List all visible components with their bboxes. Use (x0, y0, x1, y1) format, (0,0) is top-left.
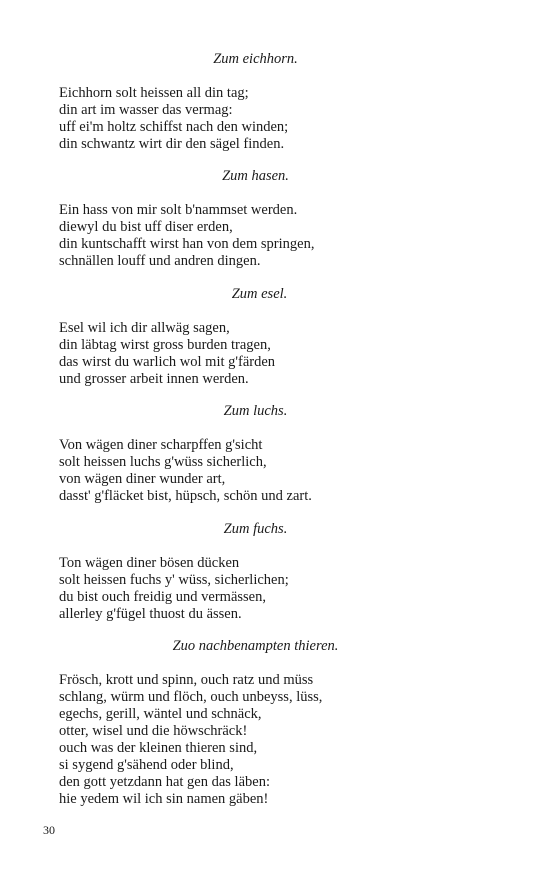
verse-line: otter, wisel und die höwschräck! (59, 723, 248, 739)
stanza-fuchs (59, 555, 289, 623)
verse-line: Ein hass von mir solt b'nammset werden. (59, 202, 298, 218)
verse-line: den gott yetzdann hat gen das läben: (59, 774, 270, 790)
verse-line: solt heissen luchs g'wüss sicherlich, (59, 454, 267, 470)
verse-line: solt heissen fuchs y' wüss, sicherlichen; (59, 572, 289, 588)
verse-line: hie yedem wil ich sin namen gäben! (59, 791, 269, 807)
stanza-esel (59, 320, 275, 388)
section-title-nachbenampten-thieren: Zuo nachbenampten thieren. (172, 638, 339, 654)
section-title-eichhorn: Zum eichhorn. (213, 51, 298, 67)
stanza-nachbenampten-thieren (59, 672, 322, 808)
verse-line: si sygend g'sähend oder blind, (59, 757, 234, 773)
verse-line: din kuntschafft wirst han von dem springen, (59, 236, 315, 252)
verse-line: diewyl du bist uff diser erden, (59, 219, 233, 235)
section-title-hasen: Zum hasen. (222, 168, 289, 184)
verse-line: Eichhorn solt heissen all din tag; (59, 85, 249, 101)
stanza-eichhorn (59, 85, 288, 153)
verse-line: Frösch, krott und spinn, ouch ratz und müss (59, 672, 314, 688)
verse-line: das wirst du warlich wol mit g'färden (59, 354, 276, 370)
verse-line: allerley g'fügel thuost du ässen. (59, 606, 242, 622)
section-title-luchs: Zum luchs. (223, 403, 288, 419)
verse-line: din schwantz wirt dir den sägel finden. (59, 136, 285, 152)
verse-line: Esel wil ich dir allwäg sagen, (59, 320, 230, 336)
verse-line: und grosser arbeit innen werden. (59, 371, 249, 387)
verse-line: ouch was der kleinen thieren sind, (59, 740, 258, 756)
verse-line: din läbtag wirst gross burden tragen, (59, 337, 271, 353)
verse-line: dasst' g'fläcket bist, hüpsch, schön und zart. (59, 488, 312, 504)
verse-line: du bist ouch freidig und vermässen, (59, 589, 266, 605)
stanza-luchs (59, 437, 312, 505)
verse-line: uff ei'm holtz schiffst nach den winden; (59, 119, 289, 135)
verse-line: schnällen louff und andren dingen. (59, 253, 261, 269)
verse-line: schlang, würm und flöch, ouch unbeyss, lüss, (59, 689, 323, 705)
verse-line: Ton wägen diner bösen dücken (59, 555, 240, 571)
verse-line: von wägen diner wunder art, (59, 471, 226, 487)
verse-line: din art im wasser das vermag: (59, 102, 233, 118)
stanza-hasen (59, 202, 314, 270)
verse-line: egechs, gerill, wäntel und schnäck, (59, 706, 262, 722)
section-title-esel: Zum esel. (231, 286, 288, 302)
page-number: 30 (43, 823, 55, 837)
section-title-fuchs: Zum fuchs. (223, 521, 288, 537)
verse-line: Von wägen diner scharpffen g'sicht (59, 437, 263, 453)
